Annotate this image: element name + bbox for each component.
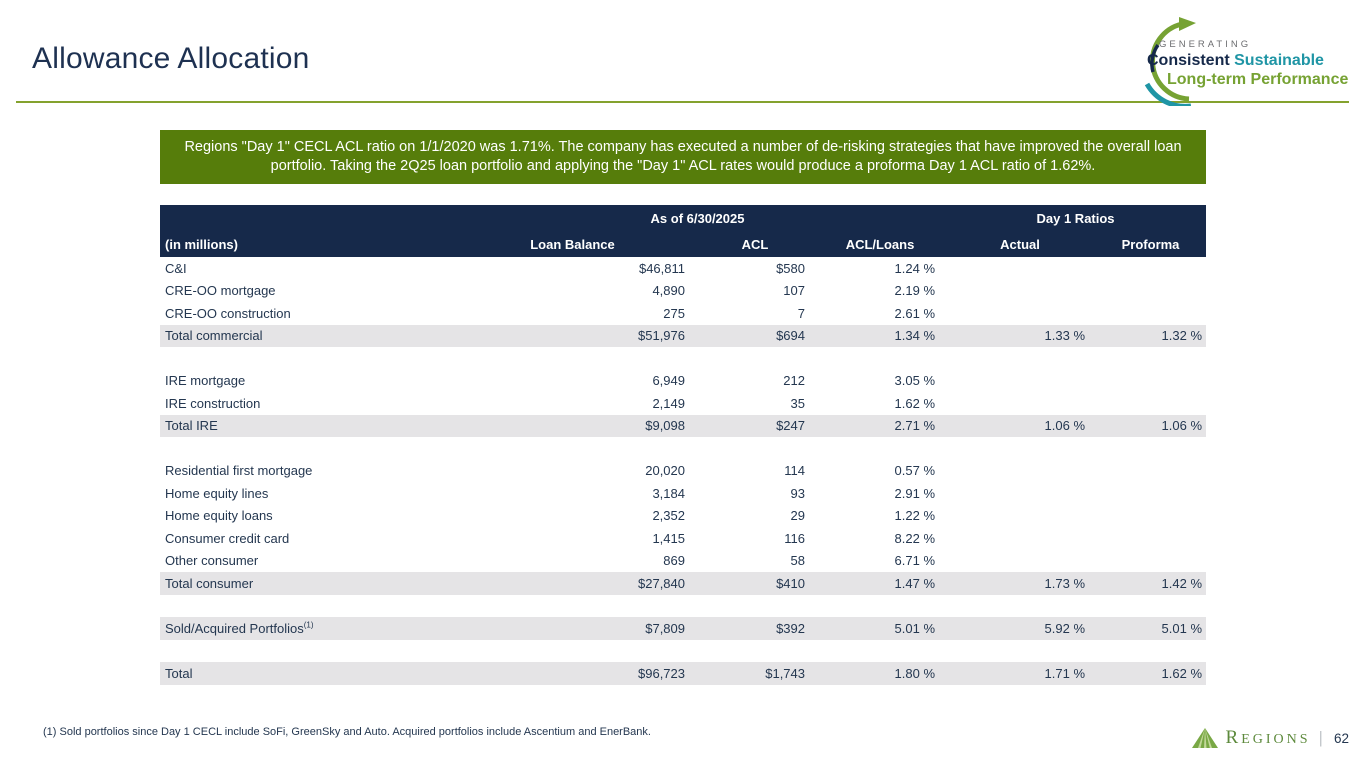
cell-acl-loans: 2.61 % <box>815 302 945 325</box>
cell-proforma: 1.32 % <box>1095 325 1206 348</box>
cell-loan-balance: 2,149 <box>450 392 695 415</box>
brand-tagline <box>1125 14 1349 106</box>
cell-proforma: 1.42 % <box>1095 572 1206 595</box>
row-label: Residential first mortgage <box>160 460 450 483</box>
column-header-proforma: Proforma <box>1095 231 1206 257</box>
allocation-table-container <box>160 205 1206 685</box>
cell-acl: $694 <box>695 325 815 348</box>
cell-actual <box>945 257 1095 280</box>
wordmark-initial: R <box>1225 727 1242 748</box>
cell-proforma: 5.01 % <box>1095 617 1206 640</box>
spacer-cell <box>160 437 1206 460</box>
footnote: (1) Sold portfolios since Day 1 CECL include SoFi, GreenSky and Auto. Acquired portfolios include Ascentium and EnerBank. <box>43 726 651 738</box>
cell-loan-balance: $9,098 <box>450 415 695 438</box>
row-label: Home equity lines <box>160 482 450 505</box>
column-header-in-millions: (in millions) <box>160 231 450 257</box>
cell-proforma <box>1095 257 1206 280</box>
table-row <box>160 572 1206 595</box>
cell-loan-balance: 869 <box>450 550 695 573</box>
cell-proforma <box>1095 482 1206 505</box>
cell-loan-balance: 20,020 <box>450 460 695 483</box>
regions-wordmark <box>1226 727 1311 749</box>
column-header-acl: ACL <box>695 231 815 257</box>
cell-proforma <box>1095 527 1206 550</box>
tagline-longterm: Long-term Performance <box>1167 71 1349 88</box>
page-title: Allowance Allocation <box>32 42 310 75</box>
group-header-spacer <box>160 205 450 231</box>
cell-proforma <box>1095 392 1206 415</box>
cell-acl: 29 <box>695 505 815 528</box>
table-row <box>160 460 1206 483</box>
cell-acl-loans: 1.22 % <box>815 505 945 528</box>
cell-loan-balance: 4,890 <box>450 280 695 303</box>
cell-acl-loans: 2.71 % <box>815 415 945 438</box>
group-header-row <box>160 205 1206 231</box>
page-number: 62 <box>1333 730 1349 746</box>
wordmark-rest: EGIONS <box>1241 732 1311 747</box>
table-row <box>160 617 1206 640</box>
cell-actual <box>945 370 1095 393</box>
cell-acl: 93 <box>695 482 815 505</box>
table-row <box>160 257 1206 280</box>
cell-acl: $1,743 <box>695 662 815 685</box>
tagline-sustainable: Sustainable <box>1234 52 1324 69</box>
table-row <box>160 370 1206 393</box>
row-label: CRE-OO construction <box>160 302 450 325</box>
cell-proforma <box>1095 302 1206 325</box>
table-row <box>160 280 1206 303</box>
table-row <box>160 662 1206 685</box>
table-row <box>160 415 1206 438</box>
cell-proforma <box>1095 550 1206 573</box>
row-label: Sold/Acquired Portfolios$^{(1)}$ <box>160 617 450 640</box>
row-label: C&I <box>160 257 450 280</box>
cell-loan-balance: 3,184 <box>450 482 695 505</box>
cell-actual <box>945 527 1095 550</box>
group-header-day1-ratios: Day 1 Ratios <box>945 205 1206 231</box>
table-row <box>160 550 1206 573</box>
cell-loan-balance: 6,949 <box>450 370 695 393</box>
cell-acl: $580 <box>695 257 815 280</box>
tagline-text <box>1125 38 1348 89</box>
row-label: Other consumer <box>160 550 450 573</box>
cell-actual <box>945 280 1095 303</box>
row-label: Home equity loans <box>160 505 450 528</box>
regions-pyramid-icon <box>1192 728 1218 749</box>
row-label: Total consumer <box>160 572 450 595</box>
cell-loan-balance: $7,809 <box>450 617 695 640</box>
cell-actual <box>945 302 1095 325</box>
cell-loan-balance: 2,352 <box>450 505 695 528</box>
cell-actual <box>945 392 1095 415</box>
spacer-cell <box>160 347 1206 370</box>
table-row <box>160 302 1206 325</box>
tagline-generating: GENERATING <box>1159 39 1252 50</box>
cell-actual: 1.71 % <box>945 662 1095 685</box>
footer-brand <box>1192 724 1349 752</box>
cell-actual: 1.33 % <box>945 325 1095 348</box>
column-header-row <box>160 231 1206 257</box>
column-header-acl-loans: ACL/Loans <box>815 231 945 257</box>
cell-acl-loans: 1.80 % <box>815 662 945 685</box>
allocation-table-body <box>160 257 1206 685</box>
spacer-row <box>160 640 1206 663</box>
cell-actual <box>945 482 1095 505</box>
row-label: Consumer credit card <box>160 527 450 550</box>
cell-actual <box>945 460 1095 483</box>
row-label: IRE construction <box>160 392 450 415</box>
cell-acl: 114 <box>695 460 815 483</box>
cell-loan-balance: $46,811 <box>450 257 695 280</box>
callout-banner: Regions "Day 1" CECL ACL ratio on 1/1/2020 was 1.71%. The company has executed a number of de-risking strategies that have improved the overall loan portfolio. Taking the 2Q25 loan portfolio and applying the "Day 1" ACL rates would produce a proforma Day 1 ACL ratio of 1.62%. <box>160 130 1206 184</box>
cell-acl-loans: 5.01 % <box>815 617 945 640</box>
cell-acl: 58 <box>695 550 815 573</box>
table-row <box>160 325 1206 348</box>
table-row <box>160 505 1206 528</box>
column-header-loan-balance: Loan Balance <box>450 231 695 257</box>
cell-acl: 7 <box>695 302 815 325</box>
cell-proforma <box>1095 505 1206 528</box>
cell-loan-balance: 275 <box>450 302 695 325</box>
cell-proforma <box>1095 460 1206 483</box>
cell-actual <box>945 505 1095 528</box>
spacer-row <box>160 595 1206 618</box>
cell-loan-balance: $27,840 <box>450 572 695 595</box>
cell-acl-loans: 1.62 % <box>815 392 945 415</box>
cell-proforma <box>1095 370 1206 393</box>
group-header-as-of: As of 6/30/2025 <box>450 205 945 231</box>
column-header-actual: Actual <box>945 231 1095 257</box>
row-label: Total IRE <box>160 415 450 438</box>
cell-acl-loans: 8.22 % <box>815 527 945 550</box>
cell-proforma <box>1095 280 1206 303</box>
table-row <box>160 392 1206 415</box>
cell-acl-loans: 2.19 % <box>815 280 945 303</box>
cell-acl-loans: 1.34 % <box>815 325 945 348</box>
table-row <box>160 482 1206 505</box>
cell-loan-balance: $96,723 <box>450 662 695 685</box>
row-label: CRE-OO mortgage <box>160 280 450 303</box>
cell-acl-loans: 0.57 % <box>815 460 945 483</box>
spacer-cell <box>160 595 1206 618</box>
cell-acl: 107 <box>695 280 815 303</box>
row-label: IRE mortgage <box>160 370 450 393</box>
cell-acl: 212 <box>695 370 815 393</box>
cell-actual: 1.73 % <box>945 572 1095 595</box>
cell-acl-loans: 2.91 % <box>815 482 945 505</box>
cell-proforma: 1.62 % <box>1095 662 1206 685</box>
cell-acl-loans: 1.24 % <box>815 257 945 280</box>
tagline-consistent: Consistent <box>1147 52 1230 69</box>
allocation-table <box>160 205 1206 685</box>
row-label: Total commercial <box>160 325 450 348</box>
cell-acl-loans: 1.47 % <box>815 572 945 595</box>
page-separator: | <box>1318 728 1323 747</box>
cell-actual: 5.92 % <box>945 617 1095 640</box>
spacer-row <box>160 347 1206 370</box>
cell-acl: $392 <box>695 617 815 640</box>
footnote-marker: (1) <box>303 620 314 630</box>
row-label: Total <box>160 662 450 685</box>
cell-loan-balance: 1,415 <box>450 527 695 550</box>
spacer-row <box>160 437 1206 460</box>
cell-acl-loans: 6.71 % <box>815 550 945 573</box>
cell-loan-balance: $51,976 <box>450 325 695 348</box>
cell-acl: $410 <box>695 572 815 595</box>
spacer-cell <box>160 640 1206 663</box>
cell-acl: 116 <box>695 527 815 550</box>
tagline-line2 <box>1147 51 1348 70</box>
cell-actual <box>945 550 1095 573</box>
cell-acl: $247 <box>695 415 815 438</box>
cell-proforma: 1.06 % <box>1095 415 1206 438</box>
table-row <box>160 527 1206 550</box>
cell-acl: 35 <box>695 392 815 415</box>
cell-acl-loans: 3.05 % <box>815 370 945 393</box>
cell-actual: 1.06 % <box>945 415 1095 438</box>
